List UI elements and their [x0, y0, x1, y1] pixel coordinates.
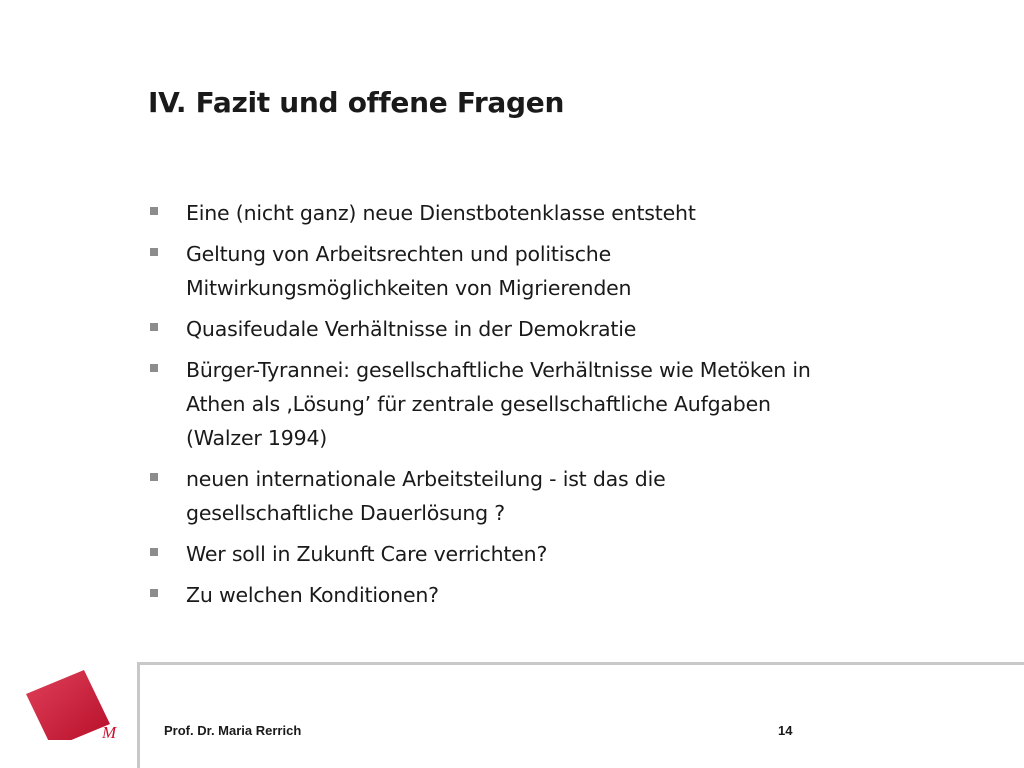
square-bullet-icon [150, 207, 158, 215]
bullet-list [148, 196, 948, 619]
footer-divider-vertical [137, 662, 140, 768]
bullet-item [148, 462, 948, 530]
bullet-text-line: Geltung von Arbeitsrechten und politische [186, 242, 611, 266]
bullet-text-line: Eine (nicht ganz) neue Dienstbotenklasse entsteht [186, 201, 696, 225]
square-bullet-icon [150, 589, 158, 597]
bullet-item [148, 312, 948, 346]
logo-square-shape [26, 670, 110, 740]
bullet-item [148, 537, 948, 571]
bullet-text-line: Bürger-Tyrannei: gesellschaftliche Verhältnisse wie Metöken in [186, 358, 811, 382]
footer-divider-horizontal [137, 662, 1024, 665]
bullet-text-line: Wer soll in Zukunft Care verrichten? [186, 542, 548, 566]
square-bullet-icon [150, 248, 158, 256]
square-bullet-icon [150, 548, 158, 556]
logo-graphic [18, 668, 128, 740]
footer-author: Prof. Dr. Maria Rerrich [164, 723, 302, 738]
square-bullet-icon [150, 473, 158, 481]
bullet-text-line: Zu welchen Konditionen? [186, 583, 439, 607]
bullet-text-line: Mitwirkungsmöglichkeiten von Migrierenden [186, 276, 632, 300]
bullet-text-line: Athen als ‚Lösung’ für zentrale gesellschaftliche Aufgaben [186, 392, 771, 416]
bullet-text-line: gesellschaftliche Dauerlösung ? [186, 501, 505, 525]
logo-letter: M [102, 723, 117, 740]
bullet-text-line: Quasifeudale Verhältnisse in der Demokratie [186, 317, 637, 341]
bullet-item [148, 237, 948, 305]
bullet-item [148, 353, 948, 455]
bullet-text-line: neuen internationale Arbeitsteilung - ist das die [186, 467, 666, 491]
square-bullet-icon [150, 323, 158, 331]
university-logo [18, 668, 128, 740]
bullet-text-line: (Walzer 1994) [186, 426, 328, 450]
bullet-item [148, 196, 948, 230]
page-number: 14 [778, 723, 793, 738]
bullet-item [148, 578, 948, 612]
square-bullet-icon [150, 364, 158, 372]
slide-title: IV. Fazit und offene Fragen [148, 86, 565, 119]
